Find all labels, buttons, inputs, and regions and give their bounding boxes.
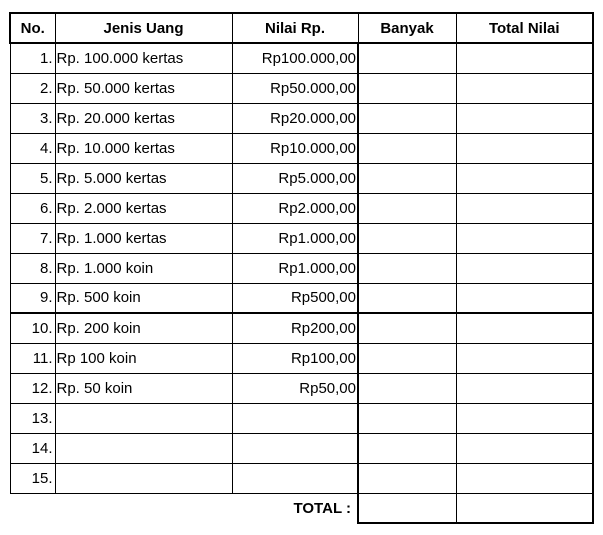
table-row (10, 73, 593, 103)
nilai-cell[interactable] (232, 463, 358, 493)
total-blank-cell (55, 493, 232, 523)
banyak-cell[interactable] (358, 223, 456, 253)
total-nilai-cell[interactable] (456, 193, 593, 223)
table-row (10, 43, 593, 73)
banyak-cell[interactable] (358, 433, 456, 463)
row-number: 5. (10, 163, 55, 193)
total-nilai-cell[interactable] (456, 493, 593, 523)
jenis-uang-cell[interactable] (55, 463, 232, 493)
jenis-uang-cell[interactable]: Rp. 1.000 kertas (55, 223, 232, 253)
total-banyak-cell[interactable] (358, 493, 456, 523)
total-nilai-cell[interactable] (456, 343, 593, 373)
header-banyak: Banyak (358, 13, 456, 43)
nilai-cell[interactable]: Rp2.000,00 (232, 193, 358, 223)
total-nilai-cell[interactable] (456, 433, 593, 463)
table-row (10, 133, 593, 163)
banyak-cell[interactable] (358, 133, 456, 163)
total-nilai-cell[interactable] (456, 373, 593, 403)
nilai-cell[interactable] (232, 403, 358, 433)
table-row (10, 343, 593, 373)
table-body (10, 43, 593, 493)
total-nilai-cell[interactable] (456, 223, 593, 253)
banyak-cell[interactable] (358, 163, 456, 193)
table-row (10, 253, 593, 283)
jenis-uang-cell[interactable]: Rp 100 koin (55, 343, 232, 373)
jenis-uang-cell[interactable]: Rp. 20.000 kertas (55, 103, 232, 133)
table-row (10, 163, 593, 193)
banyak-cell[interactable] (358, 403, 456, 433)
row-number: 9. (10, 283, 55, 313)
table-row (10, 403, 593, 433)
nilai-cell[interactable]: Rp50.000,00 (232, 73, 358, 103)
row-number: 14. (10, 433, 55, 463)
banyak-cell[interactable] (358, 313, 456, 343)
total-label: TOTAL : (293, 499, 351, 517)
total-nilai-cell[interactable] (456, 253, 593, 283)
table-row (10, 103, 593, 133)
banyak-cell[interactable] (358, 73, 456, 103)
total-nilai-cell[interactable] (456, 73, 593, 103)
total-nilai-cell[interactable] (456, 283, 593, 313)
total-nilai-cell[interactable] (456, 43, 593, 73)
header-jenis-uang: Jenis Uang (55, 13, 232, 43)
total-nilai-cell[interactable] (456, 403, 593, 433)
jenis-uang-cell[interactable] (55, 433, 232, 463)
table-row (10, 373, 593, 403)
nilai-cell[interactable]: Rp500,00 (232, 283, 358, 313)
row-number: 1. (10, 43, 55, 73)
total-nilai-cell[interactable] (456, 313, 593, 343)
banyak-cell[interactable] (358, 283, 456, 313)
row-number: 15. (10, 463, 55, 493)
jenis-uang-cell[interactable]: Rp. 50 koin (55, 373, 232, 403)
row-number: 6. (10, 193, 55, 223)
banyak-cell[interactable] (358, 193, 456, 223)
table-row (10, 463, 593, 493)
jenis-uang-cell[interactable]: Rp. 200 koin (55, 313, 232, 343)
total-nilai-cell[interactable] (456, 463, 593, 493)
banyak-cell[interactable] (358, 463, 456, 493)
total-row (10, 493, 593, 523)
total-nilai-cell[interactable] (456, 163, 593, 193)
banyak-cell[interactable] (358, 343, 456, 373)
header-total-nilai: Total Nilai (456, 13, 593, 43)
row-number: 10. (10, 313, 55, 343)
row-number: 4. (10, 133, 55, 163)
row-number: 3. (10, 103, 55, 133)
jenis-uang-cell[interactable]: Rp. 5.000 kertas (55, 163, 232, 193)
banyak-cell[interactable] (358, 103, 456, 133)
jenis-uang-cell[interactable]: Rp. 1.000 koin (55, 253, 232, 283)
nilai-cell[interactable]: Rp5.000,00 (232, 163, 358, 193)
row-number: 7. (10, 223, 55, 253)
header-no: No. (10, 13, 55, 43)
nilai-cell[interactable]: Rp10.000,00 (232, 133, 358, 163)
nilai-cell[interactable] (232, 433, 358, 463)
table-row (10, 223, 593, 253)
jenis-uang-cell[interactable]: Rp. 50.000 kertas (55, 73, 232, 103)
nilai-cell[interactable]: Rp100,00 (232, 343, 358, 373)
table-row (10, 313, 593, 343)
table-row (10, 433, 593, 463)
nilai-cell[interactable]: Rp50,00 (232, 373, 358, 403)
table-row (10, 283, 593, 313)
nilai-cell[interactable]: Rp100.000,00 (232, 43, 358, 73)
banyak-cell[interactable] (358, 43, 456, 73)
table-row (10, 193, 593, 223)
total-nilai-cell[interactable] (456, 103, 593, 133)
row-number: 8. (10, 253, 55, 283)
total-blank-cell (10, 493, 55, 523)
nilai-cell[interactable]: Rp200,00 (232, 313, 358, 343)
banyak-cell[interactable] (358, 373, 456, 403)
nilai-cell[interactable]: Rp20.000,00 (232, 103, 358, 133)
money-count-table (9, 12, 594, 524)
jenis-uang-cell[interactable] (55, 403, 232, 433)
banyak-cell[interactable] (358, 253, 456, 283)
row-number: 2. (10, 73, 55, 103)
header-nilai-rp: Nilai Rp. (232, 13, 358, 43)
nilai-cell[interactable]: Rp1.000,00 (232, 223, 358, 253)
row-number: 11. (10, 343, 55, 373)
total-nilai-cell[interactable] (456, 133, 593, 163)
jenis-uang-cell[interactable]: Rp. 10.000 kertas (55, 133, 232, 163)
row-number: 12. (10, 373, 55, 403)
nilai-cell[interactable]: Rp1.000,00 (232, 253, 358, 283)
jenis-uang-cell[interactable]: Rp. 100.000 kertas (55, 43, 232, 73)
jenis-uang-cell[interactable]: Rp. 2.000 kertas (55, 193, 232, 223)
jenis-uang-cell[interactable]: Rp. 500 koin (55, 283, 232, 313)
row-number: 13. (10, 403, 55, 433)
header-row (10, 13, 593, 43)
